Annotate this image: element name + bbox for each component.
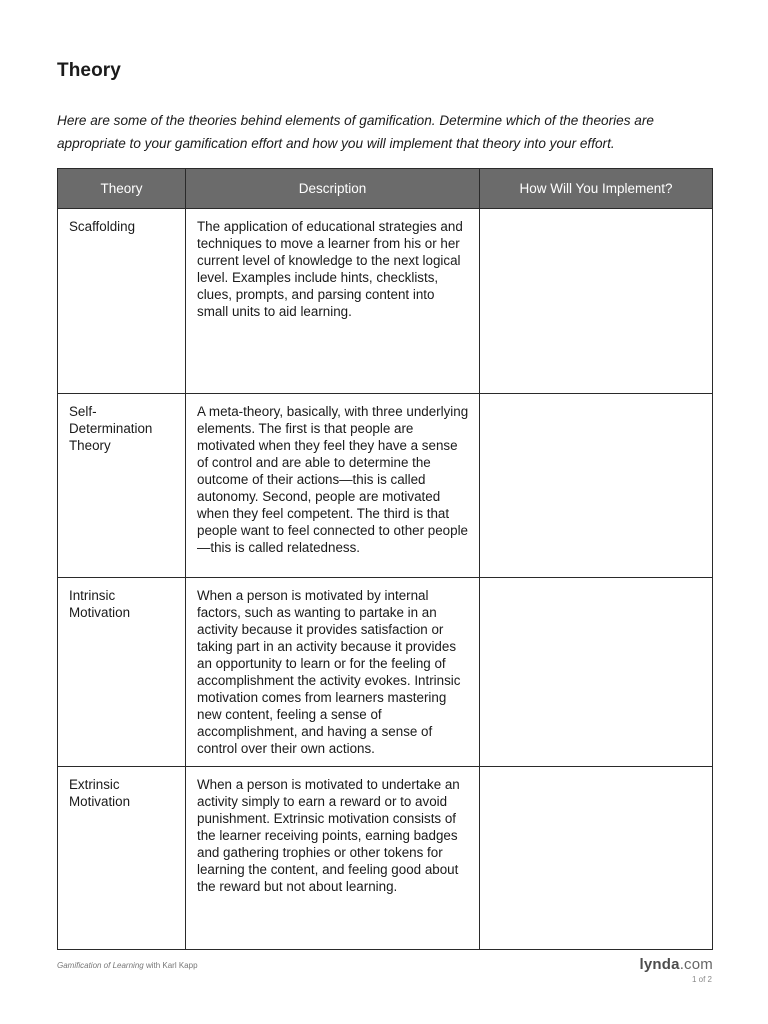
header-implement: How Will You Implement? [480, 169, 713, 209]
header-description: Description [186, 169, 480, 209]
footer-course-title: Gamification of Learning [57, 961, 144, 970]
brand-logo [640, 956, 714, 973]
table-row [58, 578, 713, 767]
intro-text: Here are some of the theories behind elements of gamification. Determine which of the theories are appropriate to your gamification effort and how you will implement that theory into your effort. [57, 113, 654, 151]
page-number: 1 of 2 [691, 975, 712, 984]
implement-cell[interactable] [480, 767, 713, 950]
description-cell: When a person is motivated to undertake an activity simply to earn a reward or to avoid punishment. Extrinsic motivation consists of the learner receiving points, earning badges and gathering trophies or other tokens for learning the content, and feeling good about the reward but not about learning. [186, 767, 480, 950]
description-cell: The application of educational strategies and techniques to move a learner from his or her current level of knowledge to the next logical level. Examples include hints, checklists, clues, prompts, and parsing content into small units to aid learning. [186, 209, 480, 394]
header-theory: Theory [58, 169, 186, 209]
footer-author: with Karl Kapp [143, 961, 198, 970]
theory-cell: Self-Determination Theory [58, 394, 186, 578]
implement-cell[interactable] [480, 209, 713, 394]
brand-suffix: .com [679, 956, 713, 973]
theory-table [57, 168, 713, 950]
table-header-row [58, 169, 713, 209]
description-cell: When a person is motivated by internal factors, such as wanting to partake in an activity because it provides satisfaction or taking part in an activity because it provides an opportunity to learn or for the feeling of accomplishment the activity evokes. Intrinsic motivation comes from learners mastering new content, feeling a sense of accomplishment, and having a sense of control over their own actions. [186, 578, 480, 767]
footer-course-credit [57, 961, 198, 970]
table-row [58, 209, 713, 394]
theory-cell: Scaffolding [58, 209, 186, 394]
theory-cell: Intrinsic Motivation [58, 578, 186, 767]
implement-cell[interactable] [480, 578, 713, 767]
brand-name: lynda [639, 956, 680, 973]
table-row [58, 394, 713, 578]
implement-cell[interactable] [480, 394, 713, 578]
theory-cell: Extrinsic Motivation [58, 767, 186, 950]
page-title: Theory [57, 60, 121, 81]
table-row [58, 767, 713, 950]
description-cell: A meta-theory, basically, with three underlying elements. The first is that people are motivated when they feel they have a sense of control and are able to determine the outcome of their actions—this is called autonomy. Second, people are motivated when they feel competent. The third is that people want to feel connected to other people—this is called relatedness. [186, 394, 480, 578]
